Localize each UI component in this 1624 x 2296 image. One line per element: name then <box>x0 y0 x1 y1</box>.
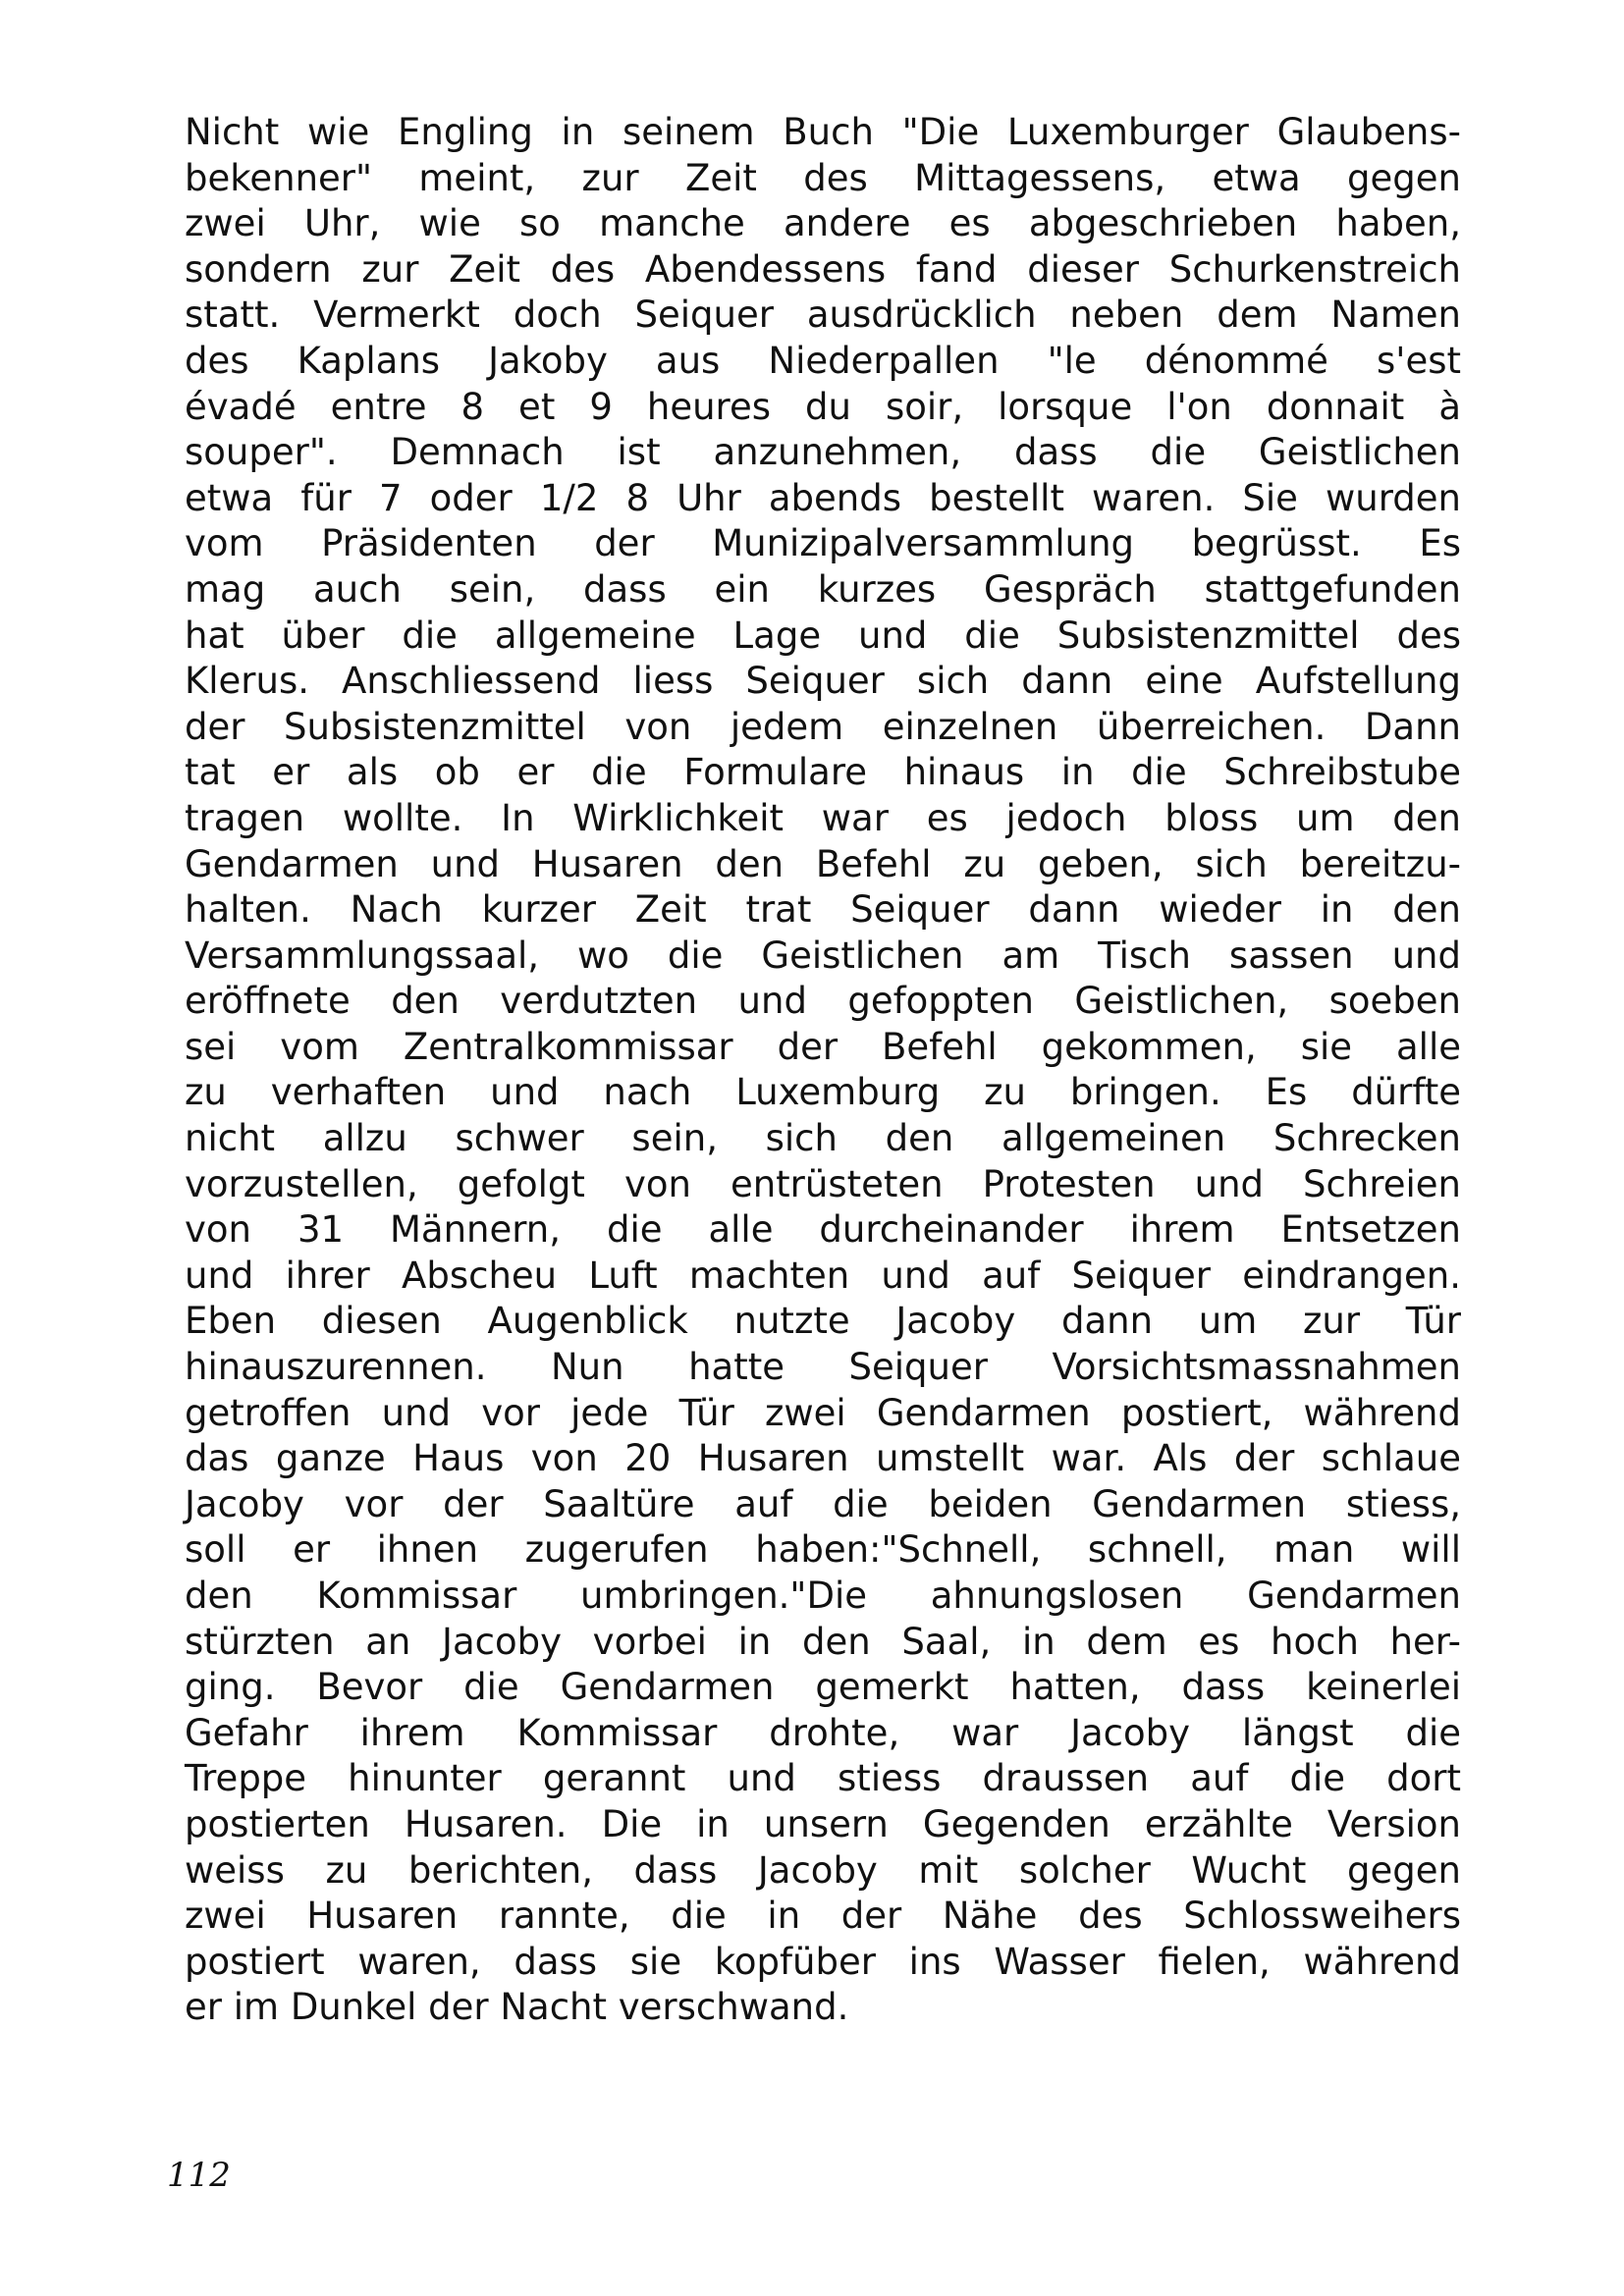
text-line: Gendarmen und Husaren den Befehl zu geben, sich bereitzu- <box>185 842 1461 885</box>
text-line: von 31 Männern, die alle durcheinander ihrem Entsetzen <box>185 1208 1461 1252</box>
text-line: postierten Husaren. Die in unsern Gegenden erzählte Version <box>185 1802 1461 1845</box>
text-line: nicht allzu schwer sein, sich den allgemeinen Schrecken <box>185 1117 1461 1160</box>
text-line: soll er ihnen zugerufen haben:"Schnell, schnell, man will <box>185 1528 1461 1572</box>
text-line: sei vom Zentralkommissar der Befehl gekommen, sie alle <box>185 1025 1461 1068</box>
text-line: tragen wollte. In Wirklichkeit war es jedoch bloss um den <box>185 796 1461 839</box>
text-line: getroffen und vor jede Tür zwei Gendarmen postiert, während <box>185 1391 1461 1434</box>
text-line: souper". Demnach ist anzunehmen, dass die Geistlichen <box>185 431 1461 474</box>
text-line: stürzten an Jacoby vorbei in den Saal, in dem es hoch her- <box>185 1620 1461 1663</box>
text-line: hinauszurennen. Nun hatte Seiquer Vorsichtsmassnahmen <box>185 1346 1461 1389</box>
text-line: weiss zu berichten, dass Jacoby mit solcher Wucht gegen <box>185 1848 1461 1892</box>
text-line: mag auch sein, dass ein kurzes Gespräch stattgefunden <box>185 567 1461 611</box>
text-line: der Subsistenzmittel von jedem einzelnen überreichen. Dann <box>185 705 1461 748</box>
text-line: postiert waren, dass sie kopfüber ins Wasser fielen, während <box>185 1940 1461 1983</box>
text-line: Treppe hinunter gerannt und stiess draussen auf die dort <box>185 1757 1461 1800</box>
text-line: vom Präsidenten der Munizipalversammlung begrüsst. Es <box>185 522 1461 565</box>
text-line: Jacoby vor der Saaltüre auf die beiden Gendarmen stiess, <box>185 1482 1461 1525</box>
text-line: er im Dunkel der Nacht verschwand. <box>185 1986 849 2029</box>
text-line: das ganze Haus von 20 Husaren umstellt war. Als der schlaue <box>185 1437 1461 1480</box>
text-line: halten. Nach kurzer Zeit trat Seiquer dann wieder in den <box>185 888 1461 932</box>
text-line: und ihrer Abscheu Luft machten und auf Seiquer eindrangen. <box>185 1254 1461 1297</box>
text-line: hat über die allgemeine Lage und die Subsistenzmittel des <box>185 614 1461 657</box>
text-line: bekenner" meint, zur Zeit des Mittagessens, etwa gegen <box>185 156 1461 199</box>
text-line: des Kaplans Jakoby aus Niederpallen "le dénommé s'est <box>185 339 1461 382</box>
text-line: zwei Husaren rannte, die in der Nähe des Schlossweihers <box>185 1895 1461 1938</box>
text-line: tat er als ob er die Formulare hinaus in die Schreibstube <box>185 751 1461 794</box>
text-line: den Kommissar umbringen."Die ahnungslosen Gendarmen <box>185 1575 1461 1617</box>
text-line: Versammlungssaal, wo die Geistlichen am Tisch sassen und <box>185 934 1461 977</box>
page-number: 112 <box>167 2156 231 2195</box>
text-line: ging. Bevor die Gendarmen gemerkt hatten, dass keinerlei <box>185 1666 1461 1709</box>
text-line: zwei Uhr, wie so manche andere es abgeschrieben haben, <box>185 202 1461 245</box>
text-line: vorzustellen, gefolgt von entrüsteten Protesten und Schreien <box>185 1162 1461 1205</box>
text-line: évadé entre 8 et 9 heures du soir, lorsque l'on donnait à <box>185 385 1461 428</box>
text-line: Eben diesen Augenblick nutzte Jacoby dann um zur Tür <box>185 1300 1461 1343</box>
text-line: Nicht wie Engling in seinem Buch "Die Luxemburger Glaubens- <box>185 111 1461 153</box>
text-line: etwa für 7 oder 1/2 8 Uhr abends bestellt waren. Sie wurden <box>185 476 1461 519</box>
text-line: eröffnete den verdutzten und gefoppten Geistlichen, soeben <box>185 980 1461 1023</box>
text-line: Klerus. Anschliessend liess Seiquer sich dann eine Aufstellung <box>185 660 1461 703</box>
text-line: zu verhaften und nach Luxemburg zu bringen. Es dürfte <box>185 1071 1461 1114</box>
body-text <box>185 110 1461 2031</box>
text-line: sondern zur Zeit des Abendessens fand dieser Schurkenstreich <box>185 247 1461 291</box>
text-line: Gefahr ihrem Kommissar drohte, war Jacoby längst die <box>185 1711 1461 1754</box>
text-line: statt. Vermerkt doch Seiquer ausdrücklich neben dem Namen <box>185 294 1461 337</box>
